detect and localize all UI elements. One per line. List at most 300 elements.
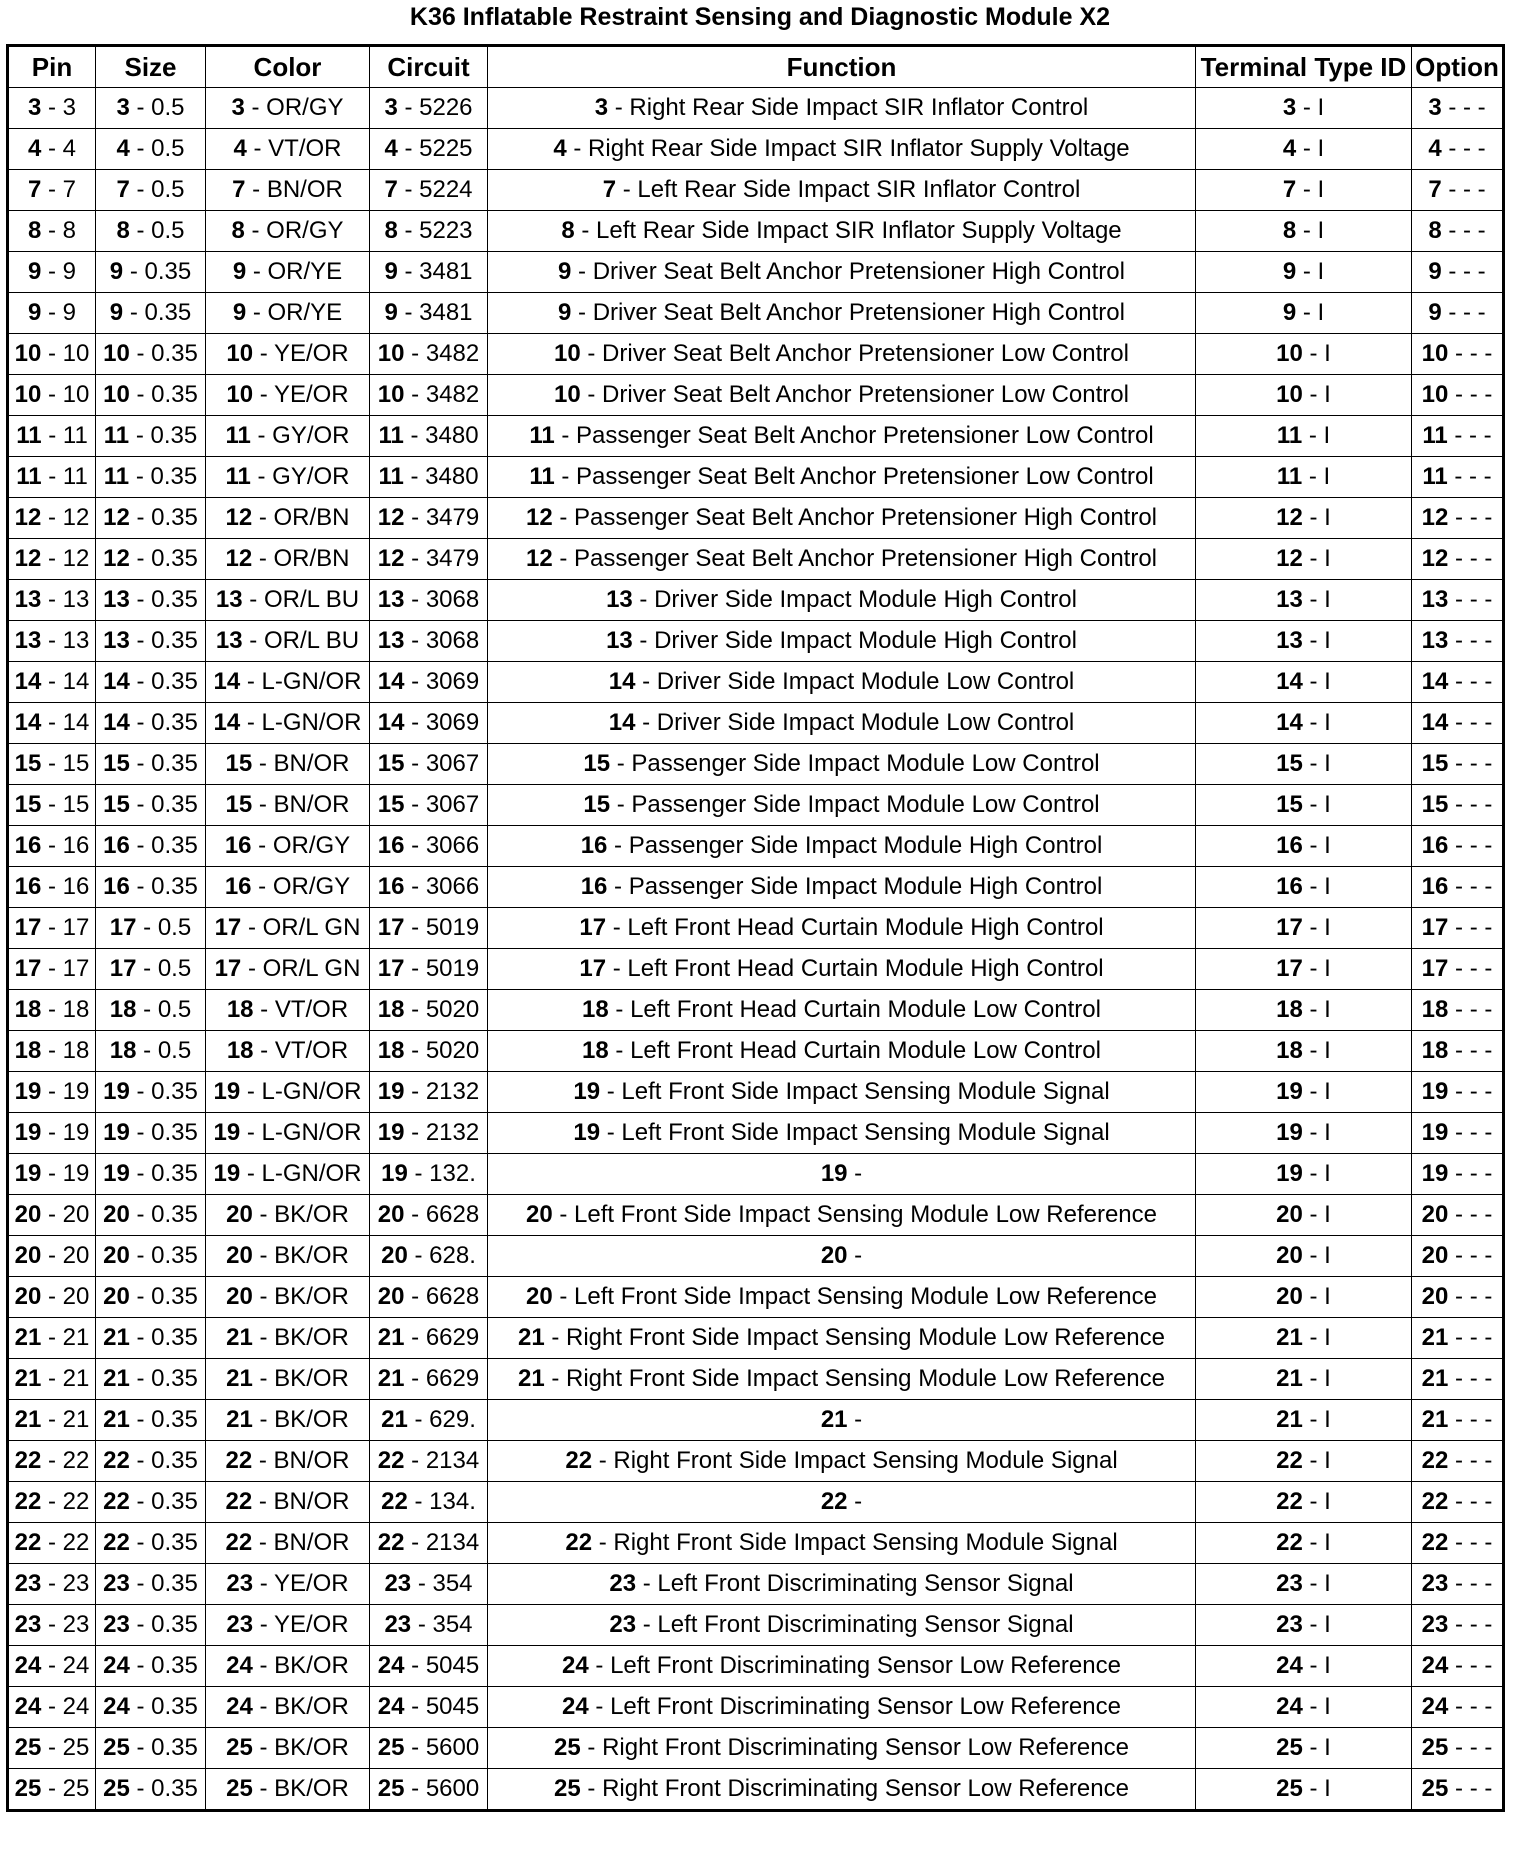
cell-circuit — [370, 498, 488, 539]
cell-size — [96, 908, 206, 949]
circuit-cavity-number: 14 — [377, 709, 405, 736]
color-value: GY/OR — [272, 463, 350, 490]
size-value: 0.35 — [151, 1283, 198, 1310]
cell-pin — [8, 1482, 96, 1523]
separator: - — [129, 1570, 152, 1597]
separator: - — [1447, 422, 1470, 449]
function-value: Passenger Seat Belt Anchor Pretensioner Low Control — [576, 463, 1154, 490]
cell-pin — [8, 375, 96, 416]
separator: - — [1448, 1693, 1470, 1720]
function-value: Left Front Head Curtain Module Low Control — [630, 996, 1101, 1023]
size-cavity-number: 12 — [103, 545, 130, 572]
circuit-value: 5045 — [425, 1652, 480, 1679]
cell-option — [1412, 662, 1504, 703]
circuit-value: 628. — [429, 1242, 476, 1269]
cell-circuit — [370, 1441, 488, 1482]
size-cavity-number: 8 — [116, 217, 130, 244]
separator: - — [41, 1570, 63, 1597]
separator: - — [407, 1488, 430, 1515]
pin-cavity-number: 19 — [14, 1119, 42, 1146]
cell-pin — [8, 1072, 96, 1113]
cell-circuit — [370, 1359, 488, 1400]
option-value: - - — [1463, 299, 1486, 326]
cell-pin — [8, 1154, 96, 1195]
function-cavity-number: 21 — [517, 1365, 545, 1392]
cell-color — [206, 498, 370, 539]
function-value: Left Front Side Impact Sensing Module Signal — [621, 1119, 1110, 1146]
cell-circuit — [370, 1318, 488, 1359]
separator: - — [129, 381, 152, 408]
cell-function — [488, 621, 1196, 662]
pin-cavity-number: 18 — [14, 1037, 42, 1064]
option-value: - - — [1469, 1570, 1493, 1597]
term-cavity-number: 19 — [1276, 1119, 1303, 1146]
cell-option — [1412, 457, 1504, 498]
cell-color — [206, 1482, 370, 1523]
term-value: I — [1324, 955, 1331, 982]
color-value: OR/L BU — [263, 586, 360, 613]
pin-value: 22 — [62, 1488, 90, 1515]
color-value: BK/OR — [274, 1242, 349, 1269]
option-cavity-number: 16 — [1421, 832, 1449, 859]
pin-value: 7 — [62, 176, 77, 203]
function-cavity-number: 10 — [554, 340, 581, 367]
separator: - — [41, 1324, 63, 1351]
separator: - — [580, 381, 603, 408]
color-cavity-number: 18 — [226, 996, 254, 1023]
option-cavity-number: 15 — [1421, 750, 1449, 777]
separator: - — [129, 504, 152, 531]
term-cavity-number: 20 — [1276, 1283, 1303, 1310]
color-cavity-number: 22 — [225, 1447, 253, 1474]
option-cavity-number: 20 — [1421, 1283, 1449, 1310]
cell-color — [206, 293, 370, 334]
term-value: I — [1324, 1447, 1331, 1474]
function-value: Driver Side Impact Module High Control — [654, 627, 1077, 654]
cell-size — [96, 293, 206, 334]
cell-function — [488, 375, 1196, 416]
option-cavity-number: 8 — [1428, 217, 1442, 244]
option-value: - - — [1469, 996, 1493, 1023]
color-cavity-number: 13 — [215, 586, 243, 613]
term-cavity-number: 23 — [1276, 1611, 1303, 1638]
cell-pin — [8, 1195, 96, 1236]
pin-value: 21 — [62, 1406, 90, 1433]
cell-circuit — [370, 539, 488, 580]
table-row — [8, 1359, 1504, 1400]
separator: - — [580, 1734, 603, 1761]
separator: - — [1296, 299, 1318, 326]
function-value: Left Rear Side Impact SIR Inflator Supply Voltage — [596, 217, 1122, 244]
function-value: Left Front Discriminating Sensor Low Reference — [610, 1693, 1121, 1720]
cell-size — [96, 416, 206, 457]
separator: - — [1296, 176, 1318, 203]
table-row — [8, 990, 1504, 1031]
separator: - — [404, 586, 426, 613]
term-cavity-number: 19 — [1276, 1160, 1303, 1187]
separator: - — [1448, 340, 1470, 367]
function-cavity-number: 25 — [554, 1775, 581, 1802]
cell-color — [206, 1687, 370, 1728]
cell-circuit — [370, 826, 488, 867]
separator: - — [404, 914, 426, 941]
separator: - — [1302, 1365, 1325, 1392]
cell-term — [1196, 1195, 1412, 1236]
separator: - — [129, 1447, 152, 1474]
separator: - — [252, 1283, 275, 1310]
term-value: I — [1317, 217, 1325, 244]
cell-function — [488, 1441, 1196, 1482]
option-value: - - — [1469, 463, 1492, 490]
cell-circuit — [370, 375, 488, 416]
function-cavity-number: 19 — [573, 1119, 601, 1146]
cell-circuit — [370, 703, 488, 744]
term-cavity-number: 12 — [1276, 545, 1303, 572]
cell-pin — [8, 949, 96, 990]
separator: - — [404, 996, 426, 1023]
separator: - — [592, 1529, 614, 1556]
cell-size — [96, 375, 206, 416]
option-cavity-number: 22 — [1421, 1488, 1449, 1515]
separator: - — [129, 627, 152, 654]
table-row — [8, 949, 1504, 990]
cell-circuit — [370, 1113, 488, 1154]
separator: - — [41, 996, 63, 1023]
table-row — [8, 170, 1504, 211]
cell-color — [206, 88, 370, 129]
separator: - — [244, 94, 267, 121]
separator: - — [252, 1693, 275, 1720]
cell-pin — [8, 990, 96, 1031]
term-value: I — [1323, 422, 1331, 449]
term-value: I — [1324, 996, 1331, 1023]
separator: - — [129, 586, 152, 613]
option-value: - - — [1469, 668, 1493, 695]
term-value: I — [1324, 627, 1331, 654]
separator: - — [41, 1078, 63, 1105]
size-value: 0.5 — [151, 135, 185, 162]
circuit-value: 5224 — [419, 176, 473, 203]
function-value: Passenger Seat Belt Anchor Pretensioner High Control — [574, 504, 1158, 531]
cell-option — [1412, 1359, 1504, 1400]
cell-function — [488, 1769, 1196, 1811]
separator: - — [1448, 914, 1470, 941]
cell-term — [1196, 211, 1412, 252]
cell-option — [1412, 703, 1504, 744]
term-value: I — [1324, 340, 1331, 367]
color-cavity-number: 16 — [224, 832, 252, 859]
separator: - — [544, 1324, 567, 1351]
option-value: - - — [1469, 1447, 1493, 1474]
separator: - — [1448, 1406, 1470, 1433]
color-value: OR/GY — [272, 832, 351, 859]
size-value: 0.35 — [150, 422, 198, 449]
cell-option — [1412, 1195, 1504, 1236]
separator: - — [244, 217, 267, 244]
size-cavity-number: 9 — [109, 258, 124, 285]
cell-pin — [8, 867, 96, 908]
circuit-cavity-number: 19 — [377, 1119, 405, 1146]
separator: - — [1302, 463, 1324, 490]
separator: - — [404, 709, 426, 736]
option-value: - - — [1469, 504, 1493, 531]
separator: - — [41, 340, 63, 367]
option-cavity-number: 24 — [1421, 1652, 1449, 1679]
table-row — [8, 375, 1504, 416]
size-value: 0.35 — [151, 1529, 198, 1556]
function-cavity-number: 17 — [579, 955, 607, 982]
term-cavity-number: 17 — [1276, 955, 1303, 982]
size-value: 0.35 — [151, 1365, 198, 1392]
size-value: 0.35 — [144, 258, 192, 285]
separator: - — [252, 1365, 275, 1392]
size-value: 0.5 — [151, 94, 185, 121]
separator: - — [1302, 1078, 1325, 1105]
pin-cavity-number: 15 — [14, 750, 42, 777]
color-cavity-number: 22 — [225, 1488, 253, 1515]
circuit-cavity-number: 18 — [377, 996, 405, 1023]
cell-color — [206, 703, 370, 744]
color-value: OR/YE — [267, 299, 343, 326]
separator: - — [129, 873, 152, 900]
cell-pin — [8, 1605, 96, 1646]
function-value: Left Front Side Impact Sensing Module Low Reference — [574, 1201, 1157, 1228]
function-value: Driver Seat Belt Anchor Pretensioner High Control — [592, 299, 1125, 326]
separator: - — [241, 955, 263, 982]
separator: - — [552, 1283, 575, 1310]
cell-color — [206, 1441, 370, 1482]
cell-option — [1412, 1605, 1504, 1646]
function-value: Passenger Side Impact Module Low Control — [631, 791, 1100, 818]
cell-pin — [8, 1318, 96, 1359]
function-cavity-number: 24 — [562, 1652, 589, 1679]
cell-function — [488, 334, 1196, 375]
option-value: - - — [1469, 1242, 1493, 1269]
pin-value: 13 — [62, 586, 90, 613]
separator: - — [240, 709, 262, 736]
function-cavity-number: 16 — [580, 832, 608, 859]
header-circuit: Circuit — [370, 46, 488, 88]
cell-function — [488, 1482, 1196, 1523]
pin-cavity-number: 20 — [14, 1242, 42, 1269]
function-value: Left Front Head Curtain Module High Control — [627, 914, 1104, 941]
cell-pin — [8, 416, 96, 457]
cell-option — [1412, 1523, 1504, 1564]
pin-value: 25 — [62, 1734, 90, 1761]
separator: - — [407, 1160, 430, 1187]
size-cavity-number: 21 — [103, 1365, 130, 1392]
circuit-value: 5020 — [425, 1037, 480, 1064]
separator: - — [41, 545, 63, 572]
option-value: - - — [1469, 914, 1493, 941]
option-cavity-number: 25 — [1421, 1775, 1449, 1802]
separator: - — [252, 504, 274, 531]
option-value: - - — [1469, 791, 1493, 818]
separator: - — [41, 1242, 63, 1269]
cell-color — [206, 170, 370, 211]
pin-value: 9 — [62, 299, 77, 326]
table-row — [8, 1236, 1504, 1277]
color-cavity-number: 19 — [213, 1078, 241, 1105]
table-row — [8, 703, 1504, 744]
size-cavity-number: 22 — [103, 1447, 130, 1474]
function-cavity-number: 19 — [820, 1160, 848, 1187]
header-terminal-type-id: Terminal Type ID — [1196, 46, 1412, 88]
separator: - — [252, 1447, 274, 1474]
separator: - — [1448, 586, 1470, 613]
function-cavity-number: 22 — [565, 1529, 593, 1556]
pin-cavity-number: 9 — [27, 258, 42, 285]
function-value: Passenger Seat Belt Anchor Pretensioner Low Control — [576, 422, 1154, 449]
separator: - — [566, 135, 589, 162]
pin-value: 23 — [62, 1570, 90, 1597]
term-value: I — [1324, 668, 1331, 695]
function-value: Right Rear Side Impact SIR Inflator Supply Voltage — [588, 135, 1130, 162]
circuit-cavity-number: 24 — [377, 1693, 405, 1720]
term-value: I — [1324, 1078, 1331, 1105]
term-value: I — [1324, 1570, 1331, 1597]
separator: - — [129, 1242, 152, 1269]
option-cavity-number: 13 — [1421, 586, 1449, 613]
pin-cavity-number: 13 — [14, 627, 42, 654]
separator: - — [41, 586, 63, 613]
table-body — [8, 88, 1504, 1811]
cell-size — [96, 867, 206, 908]
size-cavity-number: 10 — [103, 340, 130, 367]
cell-size — [96, 1277, 206, 1318]
color-cavity-number: 3 — [231, 94, 245, 121]
circuit-value: 3069 — [425, 668, 480, 695]
circuit-value: 3068 — [425, 627, 480, 654]
function-value: Right Front Side Impact Sensing Module Signal — [613, 1529, 1118, 1556]
function-value: Driver Side Impact Module Low Control — [656, 709, 1075, 736]
separator: - — [129, 750, 152, 777]
term-value: I — [1324, 1365, 1331, 1392]
cell-function — [488, 1564, 1196, 1605]
separator: - — [404, 381, 426, 408]
size-cavity-number: 9 — [109, 299, 124, 326]
separator: - — [1302, 1160, 1325, 1187]
cell-term — [1196, 621, 1412, 662]
function-cavity-number: 21 — [820, 1406, 848, 1433]
function-cavity-number: 11 — [529, 422, 555, 449]
pin-cavity-number: 21 — [14, 1365, 42, 1392]
cell-pin — [8, 744, 96, 785]
cell-color — [206, 1277, 370, 1318]
cell-term — [1196, 1523, 1412, 1564]
separator: - — [404, 1775, 426, 1802]
cell-pin — [8, 1277, 96, 1318]
cell-color — [206, 621, 370, 662]
circuit-value: 3066 — [425, 873, 480, 900]
term-cavity-number: 18 — [1276, 1037, 1303, 1064]
pin-cavity-number: 14 — [14, 668, 42, 695]
function-cavity-number: 12 — [525, 545, 553, 572]
function-value: Left Front Side Impact Sensing Module Low Reference — [574, 1283, 1157, 1310]
function-value: Driver Seat Belt Anchor Pretensioner High Control — [592, 258, 1125, 285]
size-value: 0.35 — [151, 1488, 198, 1515]
separator: - — [1302, 422, 1324, 449]
cell-term — [1196, 457, 1412, 498]
color-cavity-number: 10 — [226, 381, 254, 408]
cell-size — [96, 621, 206, 662]
cell-color — [206, 1236, 370, 1277]
function-cavity-number: 21 — [517, 1324, 545, 1351]
option-cavity-number: 13 — [1421, 627, 1449, 654]
circuit-cavity-number: 20 — [377, 1201, 405, 1228]
term-value: I — [1324, 1488, 1331, 1515]
cell-option — [1412, 1564, 1504, 1605]
pin-value: 20 — [62, 1283, 90, 1310]
cell-option — [1412, 1646, 1504, 1687]
pin-cavity-number: 25 — [14, 1775, 42, 1802]
separator: - — [129, 463, 151, 490]
color-cavity-number: 21 — [226, 1324, 253, 1351]
option-cavity-number: 23 — [1421, 1570, 1449, 1597]
separator: - — [240, 1160, 262, 1187]
circuit-value: 5019 — [425, 955, 480, 982]
cell-size — [96, 1564, 206, 1605]
separator: - — [403, 463, 426, 490]
circuit-value: 2134 — [425, 1447, 480, 1474]
color-value: YE/OR — [273, 340, 349, 367]
separator: - — [252, 1529, 274, 1556]
separator: - — [404, 1119, 426, 1146]
cell-option — [1412, 621, 1504, 662]
table-row — [8, 498, 1504, 539]
cell-color — [206, 908, 370, 949]
function-value: Passenger Side Impact Module High Control — [628, 832, 1103, 859]
cell-function — [488, 580, 1196, 621]
cell-size — [96, 1728, 206, 1769]
function-value: Driver Seat Belt Anchor Pretensioner Low Control — [602, 340, 1129, 367]
pin-value: 24 — [62, 1652, 90, 1679]
cell-color — [206, 990, 370, 1031]
circuit-cavity-number: 22 — [377, 1447, 405, 1474]
pin-value: 24 — [62, 1693, 90, 1720]
cell-circuit — [370, 1769, 488, 1811]
cell-circuit — [370, 1400, 488, 1441]
term-cavity-number: 14 — [1276, 709, 1303, 736]
cell-function — [488, 744, 1196, 785]
cell-function — [488, 1687, 1196, 1728]
table-row — [8, 1072, 1504, 1113]
circuit-cavity-number: 25 — [377, 1775, 405, 1802]
cell-size — [96, 211, 206, 252]
separator: - — [1448, 1775, 1470, 1802]
pin-value: 22 — [62, 1447, 90, 1474]
cell-size — [96, 1523, 206, 1564]
circuit-value: 3482 — [425, 340, 480, 367]
color-value: OR/L GN — [262, 914, 361, 941]
separator: - — [1448, 1160, 1470, 1187]
color-value: VT/OR — [268, 135, 342, 162]
pin-value: 22 — [62, 1529, 90, 1556]
function-value: Left Front Head Curtain Module High Control — [627, 955, 1104, 982]
color-value: GY/OR — [272, 422, 350, 449]
table-row — [8, 1400, 1504, 1441]
separator: - — [404, 832, 426, 859]
separator: - — [608, 1037, 631, 1064]
pin-cavity-number: 4 — [27, 135, 42, 162]
function-value: Left Front Discriminating Sensor Signal — [657, 1611, 1074, 1638]
circuit-cavity-number: 9 — [384, 299, 398, 326]
separator: - — [1448, 381, 1470, 408]
cell-pin — [8, 826, 96, 867]
circuit-value: 3480 — [425, 422, 479, 449]
cell-option — [1412, 252, 1504, 293]
cell-option — [1412, 88, 1504, 129]
